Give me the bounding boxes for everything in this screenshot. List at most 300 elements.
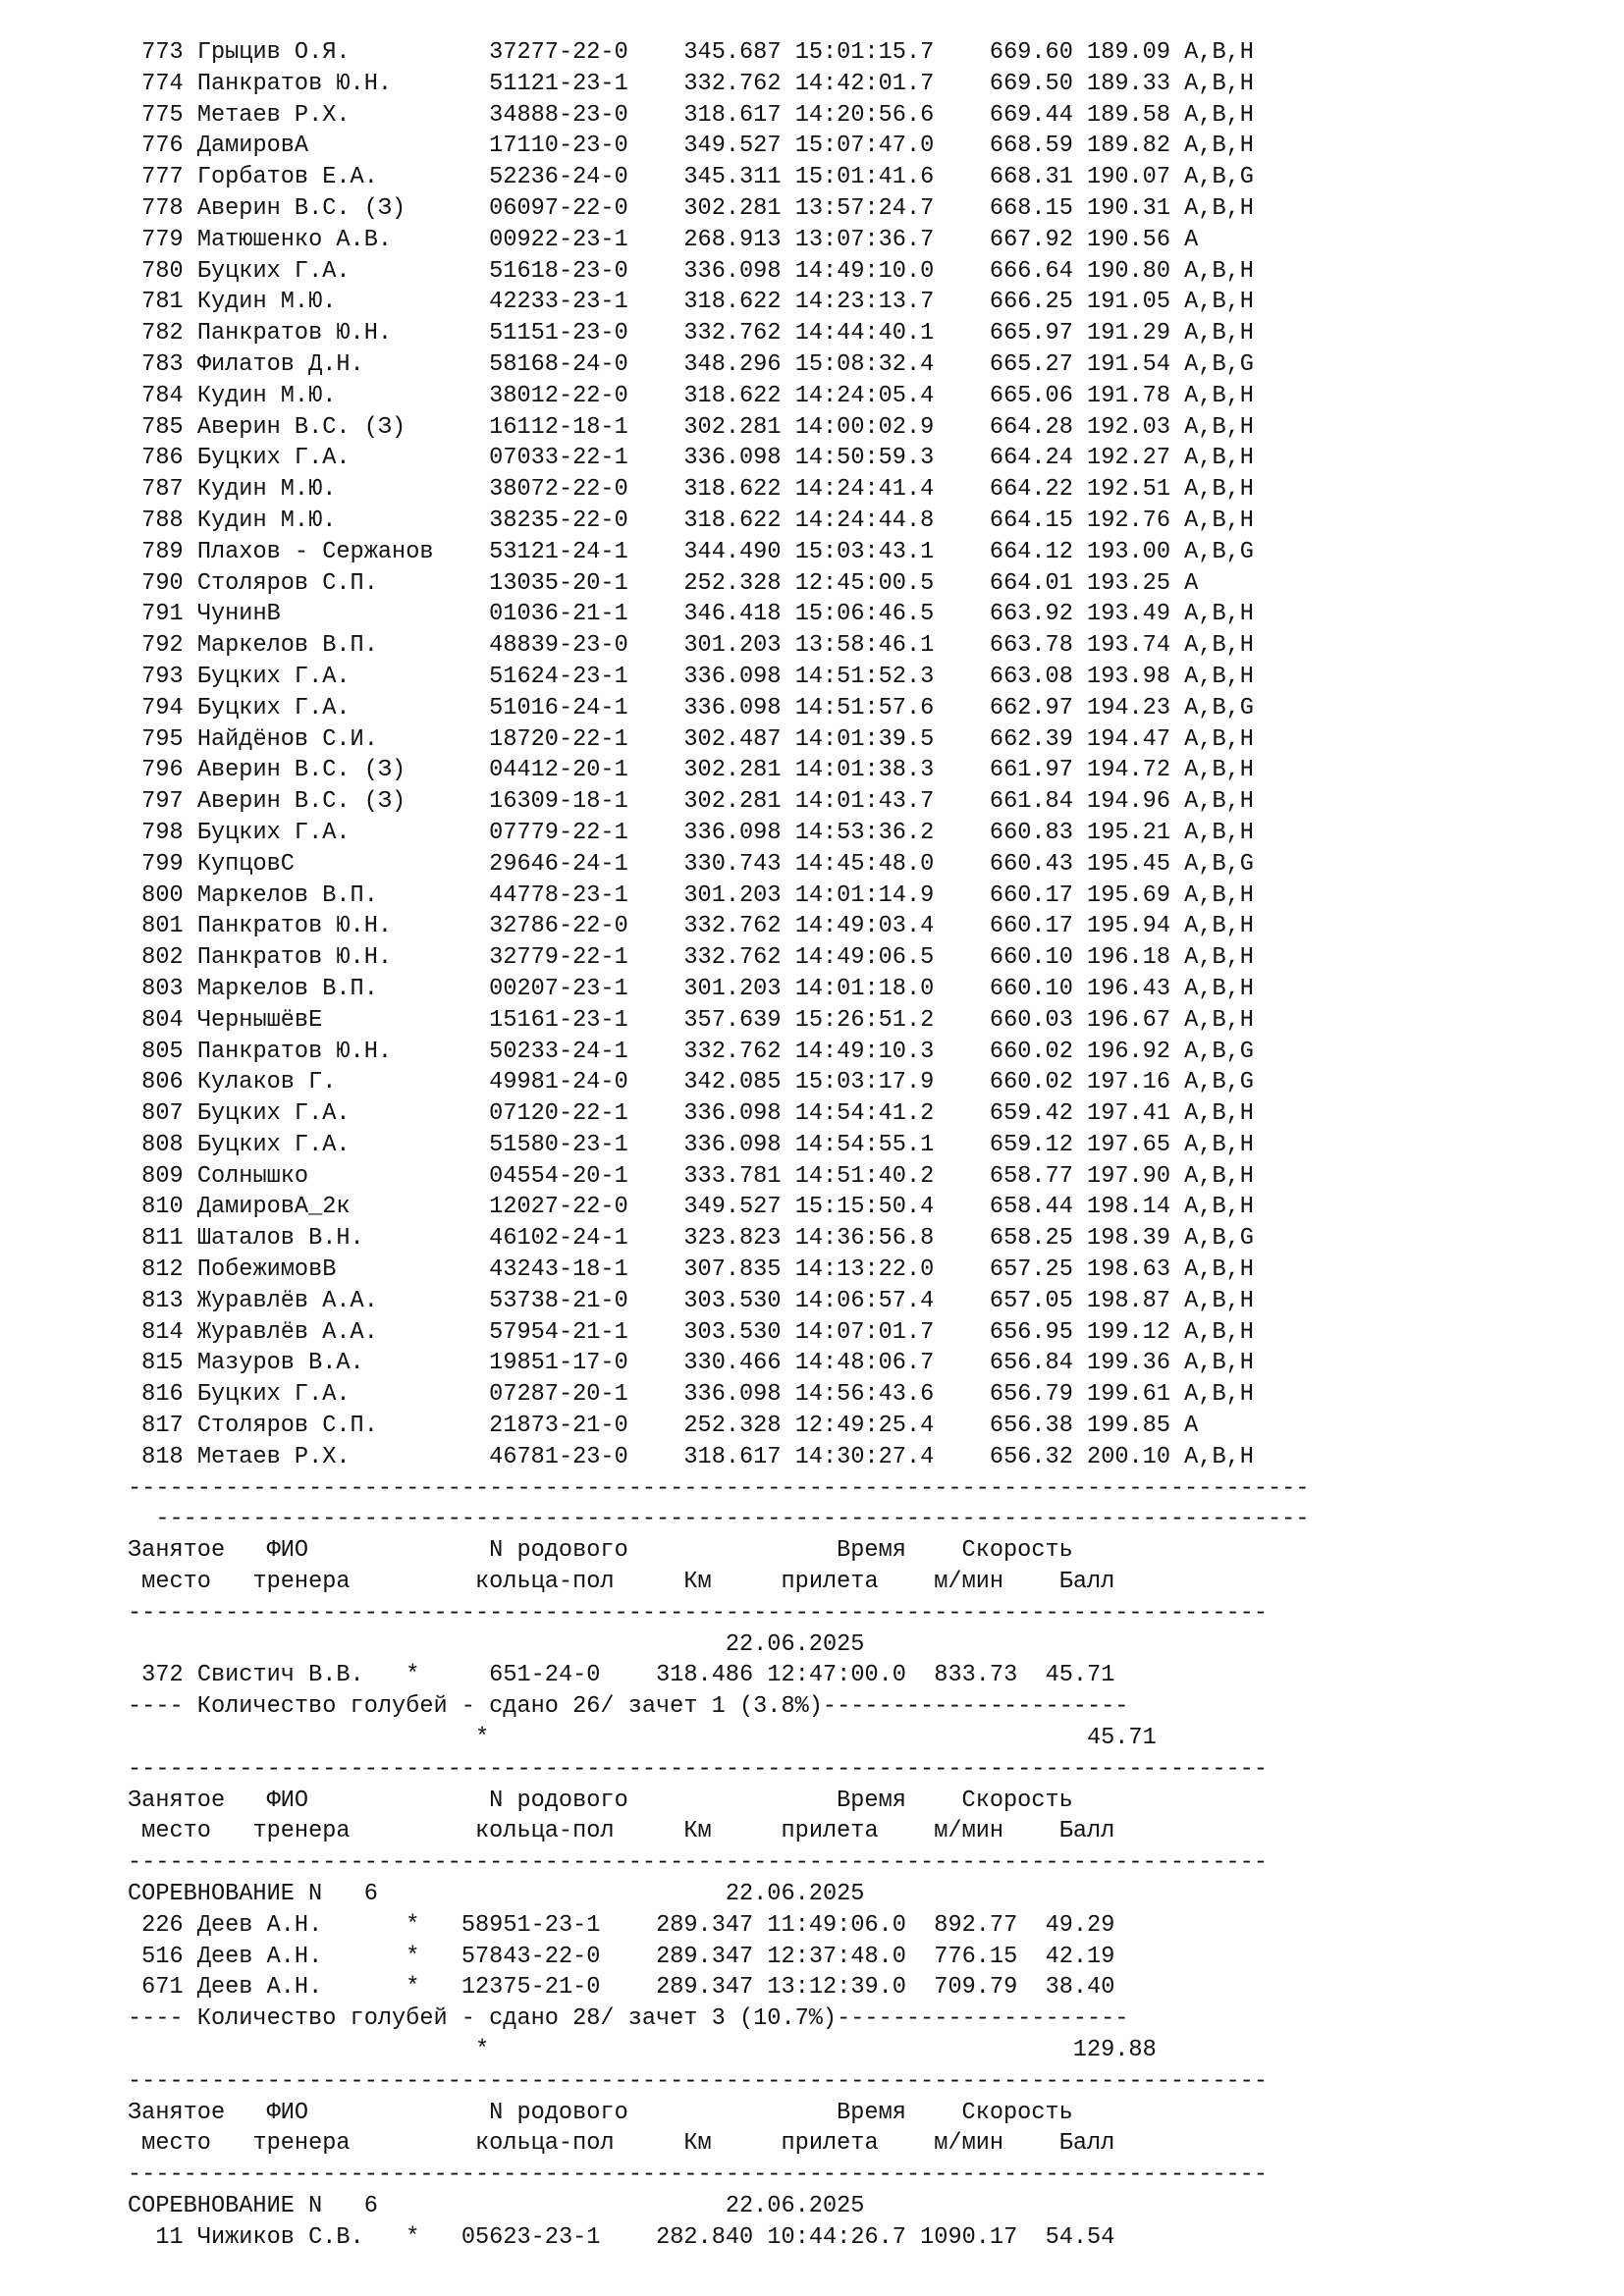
classes: A,B,H [1184, 632, 1254, 660]
coefficient: 193.00 [1087, 538, 1170, 565]
speed: 664.12 [989, 538, 1073, 565]
result-row [128, 1972, 1600, 2003]
header-speed-2: м/мин [934, 2130, 1059, 2158]
ring: 51151-23-0 [489, 320, 628, 347]
ring: 51618-23-0 [489, 257, 628, 285]
km: 289.347 [656, 1943, 754, 1970]
km: 252.328 [683, 569, 782, 597]
place: 786 [141, 445, 184, 472]
result-row [128, 1660, 1600, 1691]
arrival-time: 14:49:10.3 [794, 1038, 935, 1065]
result-row [128, 1286, 1600, 1317]
coefficient: 193.98 [1087, 663, 1170, 690]
name: Деев А.Н. [196, 1943, 406, 1970]
km: 336.098 [683, 663, 782, 690]
classes: A,B,H [1184, 101, 1254, 129]
name: Кудин М.Ю. [196, 382, 475, 409]
arrival-time: 14:24:44.8 [794, 507, 935, 534]
km: 357.639 [683, 1006, 782, 1034]
table-header-1 [128, 1535, 1600, 1567]
ring: 16112-18-1 [489, 413, 628, 441]
classes: A,B,H [1184, 1006, 1254, 1034]
arrival-time: 15:15:50.4 [794, 1194, 935, 1221]
ring: 32779-22-1 [489, 944, 628, 972]
result-row [128, 1223, 1600, 1255]
coefficient: 199.12 [1087, 1318, 1170, 1346]
ring: 42233-23-1 [489, 289, 628, 316]
name: Кудин М.Ю. [196, 507, 475, 534]
name: ЧернышёвЕ [196, 1006, 475, 1034]
ring: 12375-21-0 [460, 1974, 601, 2002]
km: 289.347 [656, 1974, 754, 2002]
km: 302.281 [683, 757, 782, 784]
result-row [128, 818, 1600, 849]
ring: 01036-21-1 [489, 601, 628, 628]
name: Панкратов Ю.Н. [196, 944, 475, 972]
km: 345.311 [683, 164, 782, 191]
competition-date: 22.06.2025 [725, 1630, 865, 1658]
separator [128, 1754, 1600, 1786]
coefficient: 198.87 [1087, 1287, 1170, 1314]
classes: A,B,G [1184, 1069, 1254, 1096]
arrival-time: 12:45:00.5 [794, 569, 935, 597]
ring: 34888-23-0 [489, 101, 628, 129]
speed: 669.44 [989, 101, 1073, 129]
header-km: Км [683, 1569, 782, 1596]
place: 788 [141, 507, 184, 534]
ring: 43243-18-1 [489, 1256, 628, 1284]
km: 318.617 [683, 1443, 782, 1470]
ring: 38072-22-0 [489, 476, 628, 504]
header-name-2: тренера [252, 2130, 475, 2158]
name: Маркелов В.П. [196, 975, 475, 1002]
ring: 51016-24-1 [489, 694, 628, 721]
coefficient: 189.82 [1087, 133, 1170, 160]
separator-line: ---------------------------------------------------------------------------------- [128, 1849, 1269, 1877]
result-row [128, 1005, 1600, 1037]
speed: 892.77 [905, 1911, 1018, 1939]
coefficient: 194.72 [1087, 757, 1170, 784]
classes: A,B,H [1184, 1443, 1254, 1470]
classes: A,B,G [1184, 1038, 1254, 1065]
arrival-time: 15:03:43.1 [794, 538, 935, 565]
classes: A,B,H [1184, 413, 1254, 441]
name: Матюшенко А.В. [196, 226, 475, 253]
km: 332.762 [683, 1038, 782, 1065]
classes: A,B,H [1184, 1350, 1254, 1377]
classes: A,B,H [1184, 819, 1254, 846]
km: 332.762 [683, 320, 782, 347]
name: Кулаков Г. [196, 1069, 475, 1096]
place: 799 [141, 850, 184, 878]
km: 302.487 [683, 725, 782, 753]
result-row [128, 974, 1600, 1005]
result-row [128, 1942, 1600, 1973]
classes: A,B,H [1184, 725, 1254, 753]
name: Мазуров В.А. [196, 1350, 475, 1377]
ring: 00922-23-1 [489, 226, 628, 253]
ring: 04412-20-1 [489, 757, 628, 784]
km: 332.762 [683, 913, 782, 940]
place: 782 [141, 320, 184, 347]
header-name-2: тренера [252, 1569, 475, 1596]
place: 806 [141, 1069, 184, 1096]
km: 330.466 [683, 1350, 782, 1377]
result-row [128, 69, 1600, 100]
header-score: Балл [1058, 2130, 1115, 2158]
result-row [128, 193, 1600, 225]
score: 54.54 [1017, 2223, 1115, 2251]
name: Метаев Р.Х. [196, 101, 475, 129]
result-row [128, 1910, 1600, 1942]
speed: 669.50 [989, 70, 1073, 97]
km: 336.098 [683, 257, 782, 285]
km: 336.098 [683, 819, 782, 846]
classes: A,B,H [1184, 507, 1254, 534]
header-place: Занятое [128, 1787, 267, 1814]
name: Аверин В.С. (З) [196, 757, 475, 784]
ring: 49981-24-0 [489, 1069, 628, 1096]
classes: A,B,H [1184, 1256, 1254, 1284]
result-row [128, 2222, 1600, 2254]
ring: 00207-23-1 [489, 975, 628, 1002]
speed: 663.78 [989, 632, 1073, 660]
speed: 662.39 [989, 725, 1073, 753]
score: 49.29 [1017, 1911, 1115, 1939]
speed: 667.92 [989, 226, 1073, 253]
arrival-time: 14:45:48.0 [794, 850, 935, 878]
ring: 04554-20-1 [489, 1162, 628, 1190]
speed: 656.38 [989, 1413, 1073, 1440]
classes: A,B,H [1184, 788, 1254, 816]
name: Филатов Д.Н. [196, 350, 475, 378]
arrival-time: 14:36:56.8 [794, 1225, 935, 1253]
speed: 660.17 [989, 881, 1073, 909]
ring: 07033-22-1 [489, 445, 628, 472]
ring: 51580-23-1 [489, 1131, 628, 1158]
speed: 663.08 [989, 663, 1073, 690]
classes: A,B,H [1184, 1131, 1254, 1158]
name: Шаталов В.Н. [196, 1225, 475, 1253]
ring: 52236-24-0 [489, 164, 628, 191]
speed: 666.64 [989, 257, 1073, 285]
place: 808 [141, 1131, 184, 1158]
coefficient: 195.45 [1087, 850, 1170, 878]
star: * [406, 2223, 461, 2251]
classes: A [1184, 569, 1199, 597]
coefficient: 196.43 [1087, 975, 1170, 1002]
header-speed-2: м/мин [934, 1818, 1059, 1845]
coefficient: 197.90 [1087, 1162, 1170, 1190]
speed: 664.22 [989, 476, 1073, 504]
place: 807 [141, 1100, 184, 1128]
header-time-2: прилета [781, 2130, 935, 2158]
place: 793 [141, 663, 184, 690]
result-row [128, 537, 1600, 568]
place: 372 [128, 1662, 184, 1689]
speed: 776.15 [905, 1943, 1018, 1970]
name: Панкратов Ю.Н. [196, 1038, 475, 1065]
header-time-2: прилета [781, 1569, 935, 1596]
coefficient: 198.14 [1087, 1194, 1170, 1221]
ring: 38012-22-0 [489, 382, 628, 409]
speed: 664.15 [989, 507, 1073, 534]
ring: 16309-18-1 [489, 788, 628, 816]
speed: 660.83 [989, 819, 1073, 846]
ring: 07287-20-1 [489, 1381, 628, 1409]
place: 803 [141, 975, 184, 1002]
total-star: * [474, 2037, 1073, 2063]
ring: 46102-24-1 [489, 1225, 628, 1253]
coefficient: 189.33 [1087, 70, 1170, 97]
classes: A,B,H [1184, 320, 1254, 347]
name: ПобежимовВ [196, 1256, 475, 1284]
arrival-time: 15:08:32.4 [794, 350, 935, 378]
ring: 21873-21-0 [489, 1413, 628, 1440]
speed: 663.92 [989, 601, 1073, 628]
arrival-time: 14:54:55.1 [794, 1131, 935, 1158]
separator [128, 1504, 1600, 1535]
coefficient: 190.80 [1087, 257, 1170, 285]
speed: 1090.17 [905, 2223, 1018, 2251]
place: 789 [141, 538, 184, 565]
km: 302.281 [683, 413, 782, 441]
result-row [128, 1192, 1600, 1223]
total-line [128, 2035, 1600, 2066]
summary-text: ---- Количество голубей - сдано 28/ зачет 3 (10.7%)--------------------- [128, 2005, 1129, 2033]
classes: A,B,H [1184, 975, 1254, 1002]
coefficient: 191.29 [1087, 320, 1170, 347]
arrival-time: 14:30:27.4 [794, 1443, 935, 1470]
arrival-time: 12:49:25.4 [794, 1413, 935, 1440]
speed: 656.32 [989, 1443, 1073, 1470]
speed: 664.28 [989, 413, 1073, 441]
ring: 57954-21-1 [489, 1318, 628, 1346]
place: 784 [141, 382, 184, 409]
speed: 661.97 [989, 757, 1073, 784]
km: 336.098 [683, 694, 782, 721]
result-row [128, 443, 1600, 474]
table-header-2 [128, 1567, 1600, 1598]
coefficient: 200.10 [1087, 1443, 1170, 1470]
results-page [128, 37, 1600, 2254]
header-name: ФИО [266, 1537, 490, 1565]
ring: 38235-22-0 [489, 507, 628, 534]
coefficient: 190.07 [1087, 164, 1170, 191]
place: 804 [141, 1006, 184, 1034]
header-time: Время [837, 1537, 962, 1565]
place: 796 [141, 757, 184, 784]
arrival-time: 15:07:47.0 [794, 133, 935, 160]
score: 45.71 [1017, 1662, 1115, 1689]
km: 282.840 [656, 2223, 754, 2251]
arrival-time: 14:53:36.2 [794, 819, 935, 846]
total-line [128, 1723, 1600, 1754]
header-ring-2: кольца-пол [474, 1818, 684, 1845]
coefficient: 193.49 [1087, 601, 1170, 628]
classes: A,B,H [1184, 445, 1254, 472]
name: Плахов - Сержанов [196, 538, 475, 565]
result-row [128, 474, 1600, 506]
competition-line [128, 2191, 1600, 2222]
name: Панкратов Ю.Н. [196, 70, 475, 97]
classes: A [1184, 226, 1199, 253]
speed: 668.31 [989, 164, 1073, 191]
name: Кудин М.Ю. [196, 289, 475, 316]
name: Столяров С.П. [196, 569, 475, 597]
arrival-time: 15:06:46.5 [794, 601, 935, 628]
name: Горбатов Е.А. [196, 164, 475, 191]
arrival-time: 14:51:57.6 [794, 694, 935, 721]
separator-line: ---------------------------------------------------------------------------------- [128, 2162, 1269, 2189]
ring: 05623-23-1 [460, 2223, 601, 2251]
coefficient: 193.25 [1087, 569, 1170, 597]
place: 781 [141, 289, 184, 316]
separator-line: ------------------------------------------------------------------------------------- [128, 1474, 1310, 1502]
arrival-time: 10:44:26.7 [767, 2223, 906, 2251]
header-name: ФИО [266, 1787, 490, 1814]
place: 774 [141, 70, 184, 97]
speed: 660.03 [989, 1006, 1073, 1034]
arrival-time: 14:01:43.7 [794, 788, 935, 816]
place: 778 [141, 194, 184, 222]
km: 336.098 [683, 1100, 782, 1128]
place: 797 [141, 788, 184, 816]
header-speed-2: м/мин [934, 1569, 1059, 1596]
arrival-time: 15:03:17.9 [794, 1069, 935, 1096]
header-time: Время [837, 2099, 962, 2126]
score: 42.19 [1017, 1943, 1115, 1970]
result-row [128, 662, 1600, 693]
ring: 44778-23-1 [489, 881, 628, 909]
total-score: 45.71 [1072, 1725, 1157, 1752]
separator [128, 2066, 1600, 2098]
speed: 656.79 [989, 1381, 1073, 1409]
km: 344.490 [683, 538, 782, 565]
speed: 660.02 [989, 1069, 1073, 1096]
result-row [128, 1379, 1600, 1411]
coefficient: 195.69 [1087, 881, 1170, 909]
arrival-time: 14:42:01.7 [794, 70, 935, 97]
km: 303.530 [683, 1318, 782, 1346]
speed: 665.27 [989, 350, 1073, 378]
classes: A,B,H [1184, 881, 1254, 909]
name: ДамировА_2к [196, 1194, 475, 1221]
place: 775 [141, 101, 184, 129]
competition-line [128, 1879, 1600, 1910]
name: Метаев Р.Х. [196, 1443, 475, 1470]
name: Буцких Г.А. [196, 257, 475, 285]
km: 289.347 [656, 1911, 754, 1939]
place: 783 [141, 350, 184, 378]
coefficient: 191.05 [1087, 289, 1170, 316]
result-row [128, 630, 1600, 662]
speed: 660.02 [989, 1038, 1073, 1065]
result-row [128, 724, 1600, 756]
classes: A,B,H [1184, 1162, 1254, 1190]
speed: 660.10 [989, 975, 1073, 1002]
name: Буцких Г.А. [196, 1100, 475, 1128]
speed: 665.06 [989, 382, 1073, 409]
header-ring: N родового [489, 2099, 838, 2126]
competition-label: СОРЕВНОВАНИЕ N 6 [128, 2192, 726, 2219]
header-time-2: прилета [781, 1818, 935, 1845]
arrival-time: 15:01:15.7 [794, 39, 935, 66]
coefficient: 192.03 [1087, 413, 1170, 441]
place: 790 [141, 569, 184, 597]
arrival-time: 14:48:06.7 [794, 1350, 935, 1377]
ring: 46781-23-0 [489, 1443, 628, 1470]
result-row [128, 1411, 1600, 1442]
result-row [128, 1161, 1600, 1193]
name: Солнышко [196, 1162, 475, 1190]
place: 780 [141, 257, 184, 285]
header-km: Км [683, 2130, 782, 2158]
ring: 51624-23-1 [489, 663, 628, 690]
km: 318.617 [683, 101, 782, 129]
place: 815 [141, 1350, 184, 1377]
ring: 58951-23-1 [460, 1911, 601, 1939]
classes: A,B,G [1184, 850, 1254, 878]
result-row [128, 318, 1600, 349]
classes: A,B,H [1184, 757, 1254, 784]
arrival-time: 13:58:46.1 [794, 632, 935, 660]
separator-line: ---------------------------------------------------------------------------------- [128, 1599, 1269, 1627]
result-row [128, 1098, 1600, 1130]
km: 349.527 [683, 1194, 782, 1221]
name: Панкратов Ю.Н. [196, 320, 475, 347]
table-header-2 [128, 2128, 1600, 2160]
speed: 661.84 [989, 788, 1073, 816]
name: Журавлёв А.А. [196, 1287, 475, 1314]
name: Маркелов В.П. [196, 632, 475, 660]
summary-line [128, 1691, 1600, 1723]
header-time: Время [837, 1787, 962, 1814]
name: Столяров С.П. [196, 1413, 475, 1440]
arrival-time: 15:01:41.6 [794, 164, 935, 191]
km: 336.098 [683, 1131, 782, 1158]
separator [128, 1598, 1600, 1629]
arrival-time: 14:51:52.3 [794, 663, 935, 690]
coefficient: 189.58 [1087, 101, 1170, 129]
classes: A,B,H [1184, 133, 1254, 160]
name: Найдёнов С.И. [196, 725, 475, 753]
star: * [406, 1974, 461, 2002]
name: Буцких Г.А. [196, 819, 475, 846]
speed: 662.97 [989, 694, 1073, 721]
arrival-time: 14:01:14.9 [794, 881, 935, 909]
classes: A,B,G [1184, 164, 1254, 191]
km: 346.418 [683, 601, 782, 628]
place: 773 [141, 39, 184, 66]
coefficient: 191.78 [1087, 382, 1170, 409]
place: 792 [141, 632, 184, 660]
km: 349.527 [683, 133, 782, 160]
result-row [128, 131, 1600, 162]
place: 798 [141, 819, 184, 846]
speed: 657.05 [989, 1287, 1073, 1314]
place: 516 [128, 1943, 184, 1970]
name: Буцких Г.А. [196, 663, 475, 690]
star: * [406, 1911, 461, 1939]
km: 330.743 [683, 850, 782, 878]
place: 802 [141, 944, 184, 972]
header-speed: Скорость [961, 1537, 1073, 1565]
coefficient: 194.23 [1087, 694, 1170, 721]
ring: 19851-17-0 [489, 1350, 628, 1377]
speed: 664.24 [989, 445, 1073, 472]
table-header-2 [128, 1816, 1600, 1847]
